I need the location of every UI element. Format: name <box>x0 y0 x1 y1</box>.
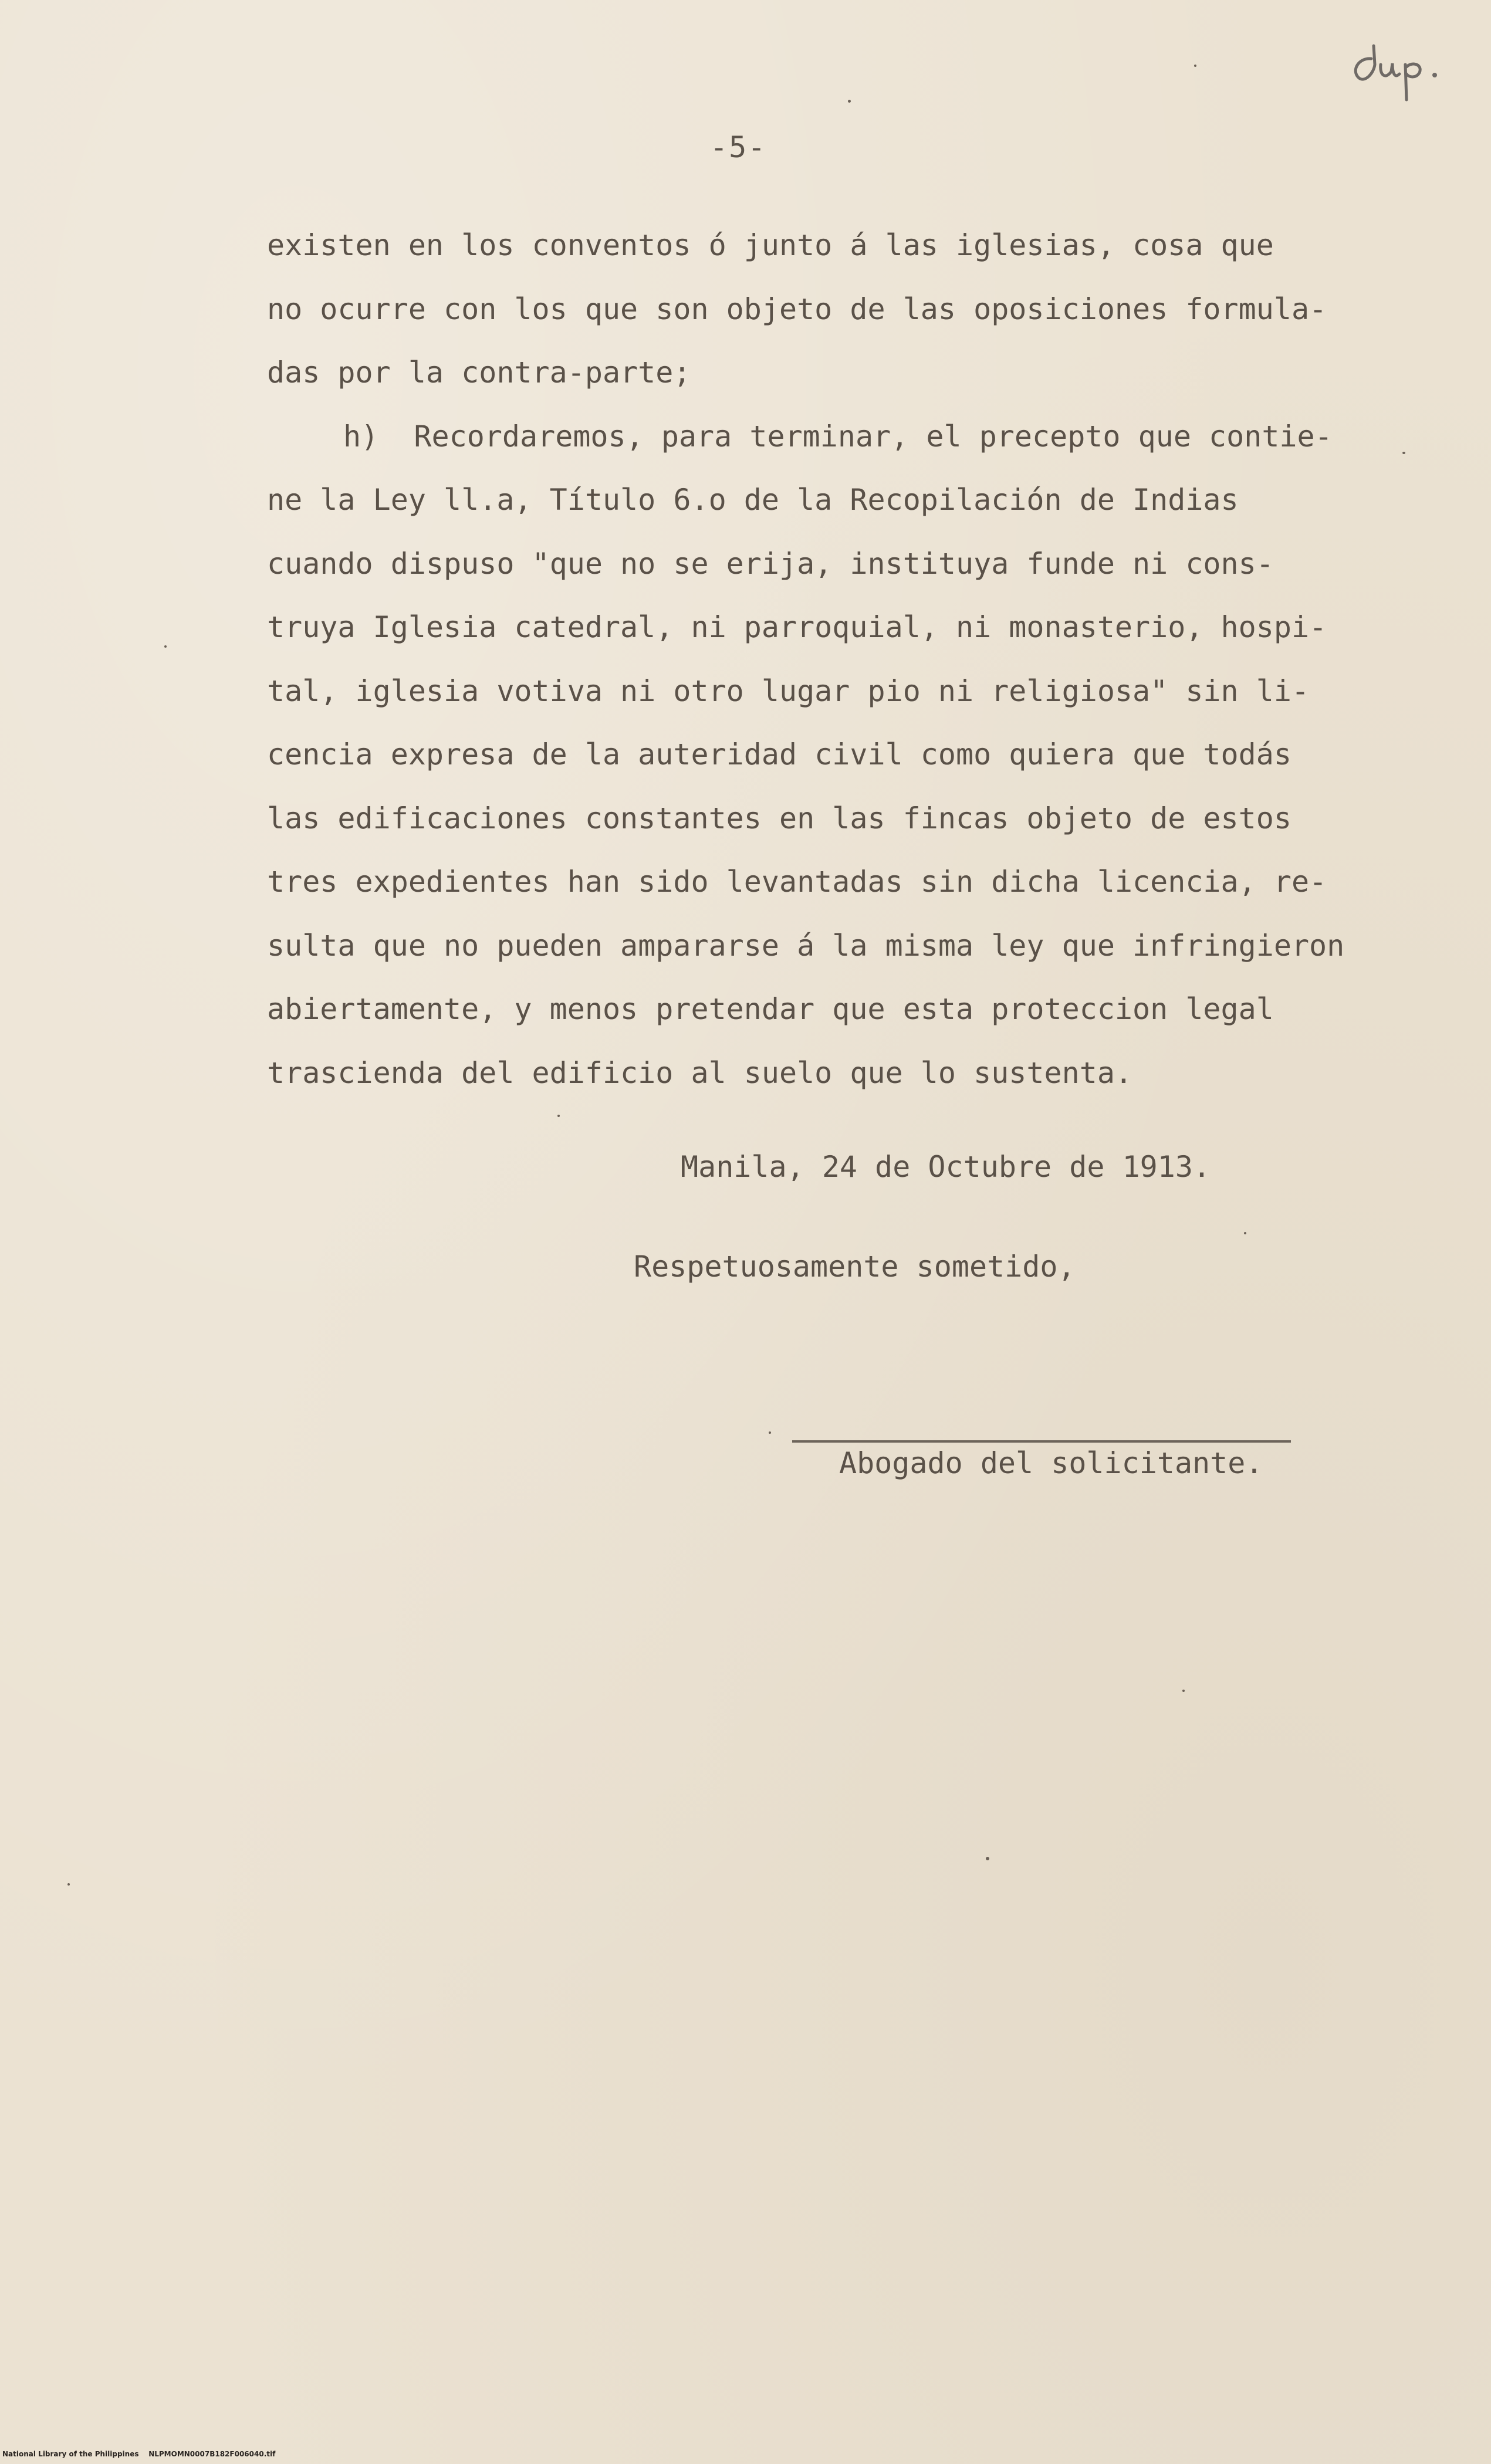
date-line: Manila, 24 de Octubre de 1913. <box>681 1150 1211 1184</box>
body-text <box>267 223 1345 1114</box>
paper-speck <box>1244 1232 1246 1234</box>
paragraph-h-start: h) Recordaremos, para terminar, el precepto que contie- <box>343 419 1333 453</box>
body-line: las edificaciones constantes en las fincas objeto de estos <box>267 801 1291 835</box>
paper-speck <box>1182 1690 1185 1692</box>
paper-speck <box>164 645 167 648</box>
footer-credit: National Library of the Philippines NLPMOMN0007B182F006040.tif <box>2 2450 276 2458</box>
body-line: existen en los conventos ó junto á las iglesias, cosa que <box>267 228 1274 262</box>
handwritten-note <box>1341 41 1446 111</box>
signature-line <box>792 1440 1291 1443</box>
closing-salutation: Respetuosamente sometido, <box>634 1250 1076 1284</box>
body-line: truya Iglesia catedral, ni parroquial, ni monasterio, hospi- <box>267 610 1327 644</box>
body-line: ne la Ley ll.a, Título 6.o de la Recopilación de Indias <box>267 483 1239 517</box>
body-line: no ocurre con los que son objeto de las oposiciones formula- <box>267 292 1327 326</box>
body-line: cencia expresa de la auteridad civil como quiera que todás <box>267 737 1291 771</box>
signature-label: Abogado del solicitante. <box>839 1446 1263 1480</box>
body-line: trascienda del edificio al suelo que lo sustenta. <box>267 1055 1133 1090</box>
paper-speck <box>986 1857 989 1860</box>
body-line: tal, iglesia votiva ni otro lugar pio ni religiosa" sin li- <box>267 673 1310 708</box>
paper-speck <box>1194 65 1196 67</box>
paper-speck <box>67 1883 70 1886</box>
body-line: abiertamente, y menos pretendar que esta proteccion legal <box>267 992 1274 1026</box>
paper-speck <box>848 100 851 103</box>
body-line: sulta que no pueden ampararse á la misma ley que infringieron <box>267 928 1345 963</box>
paper-speck <box>557 1115 560 1117</box>
paper-speck <box>769 1431 771 1434</box>
body-line: das por la contra-parte; <box>267 356 691 390</box>
body-line: cuando dispuso "que no se erija, instituya funde ni cons- <box>267 546 1274 581</box>
paper-speck <box>1402 452 1405 454</box>
page-number: -5- <box>710 130 767 164</box>
body-line: tres expedientes han sido levantadas sin dicha licencia, re- <box>267 865 1327 899</box>
